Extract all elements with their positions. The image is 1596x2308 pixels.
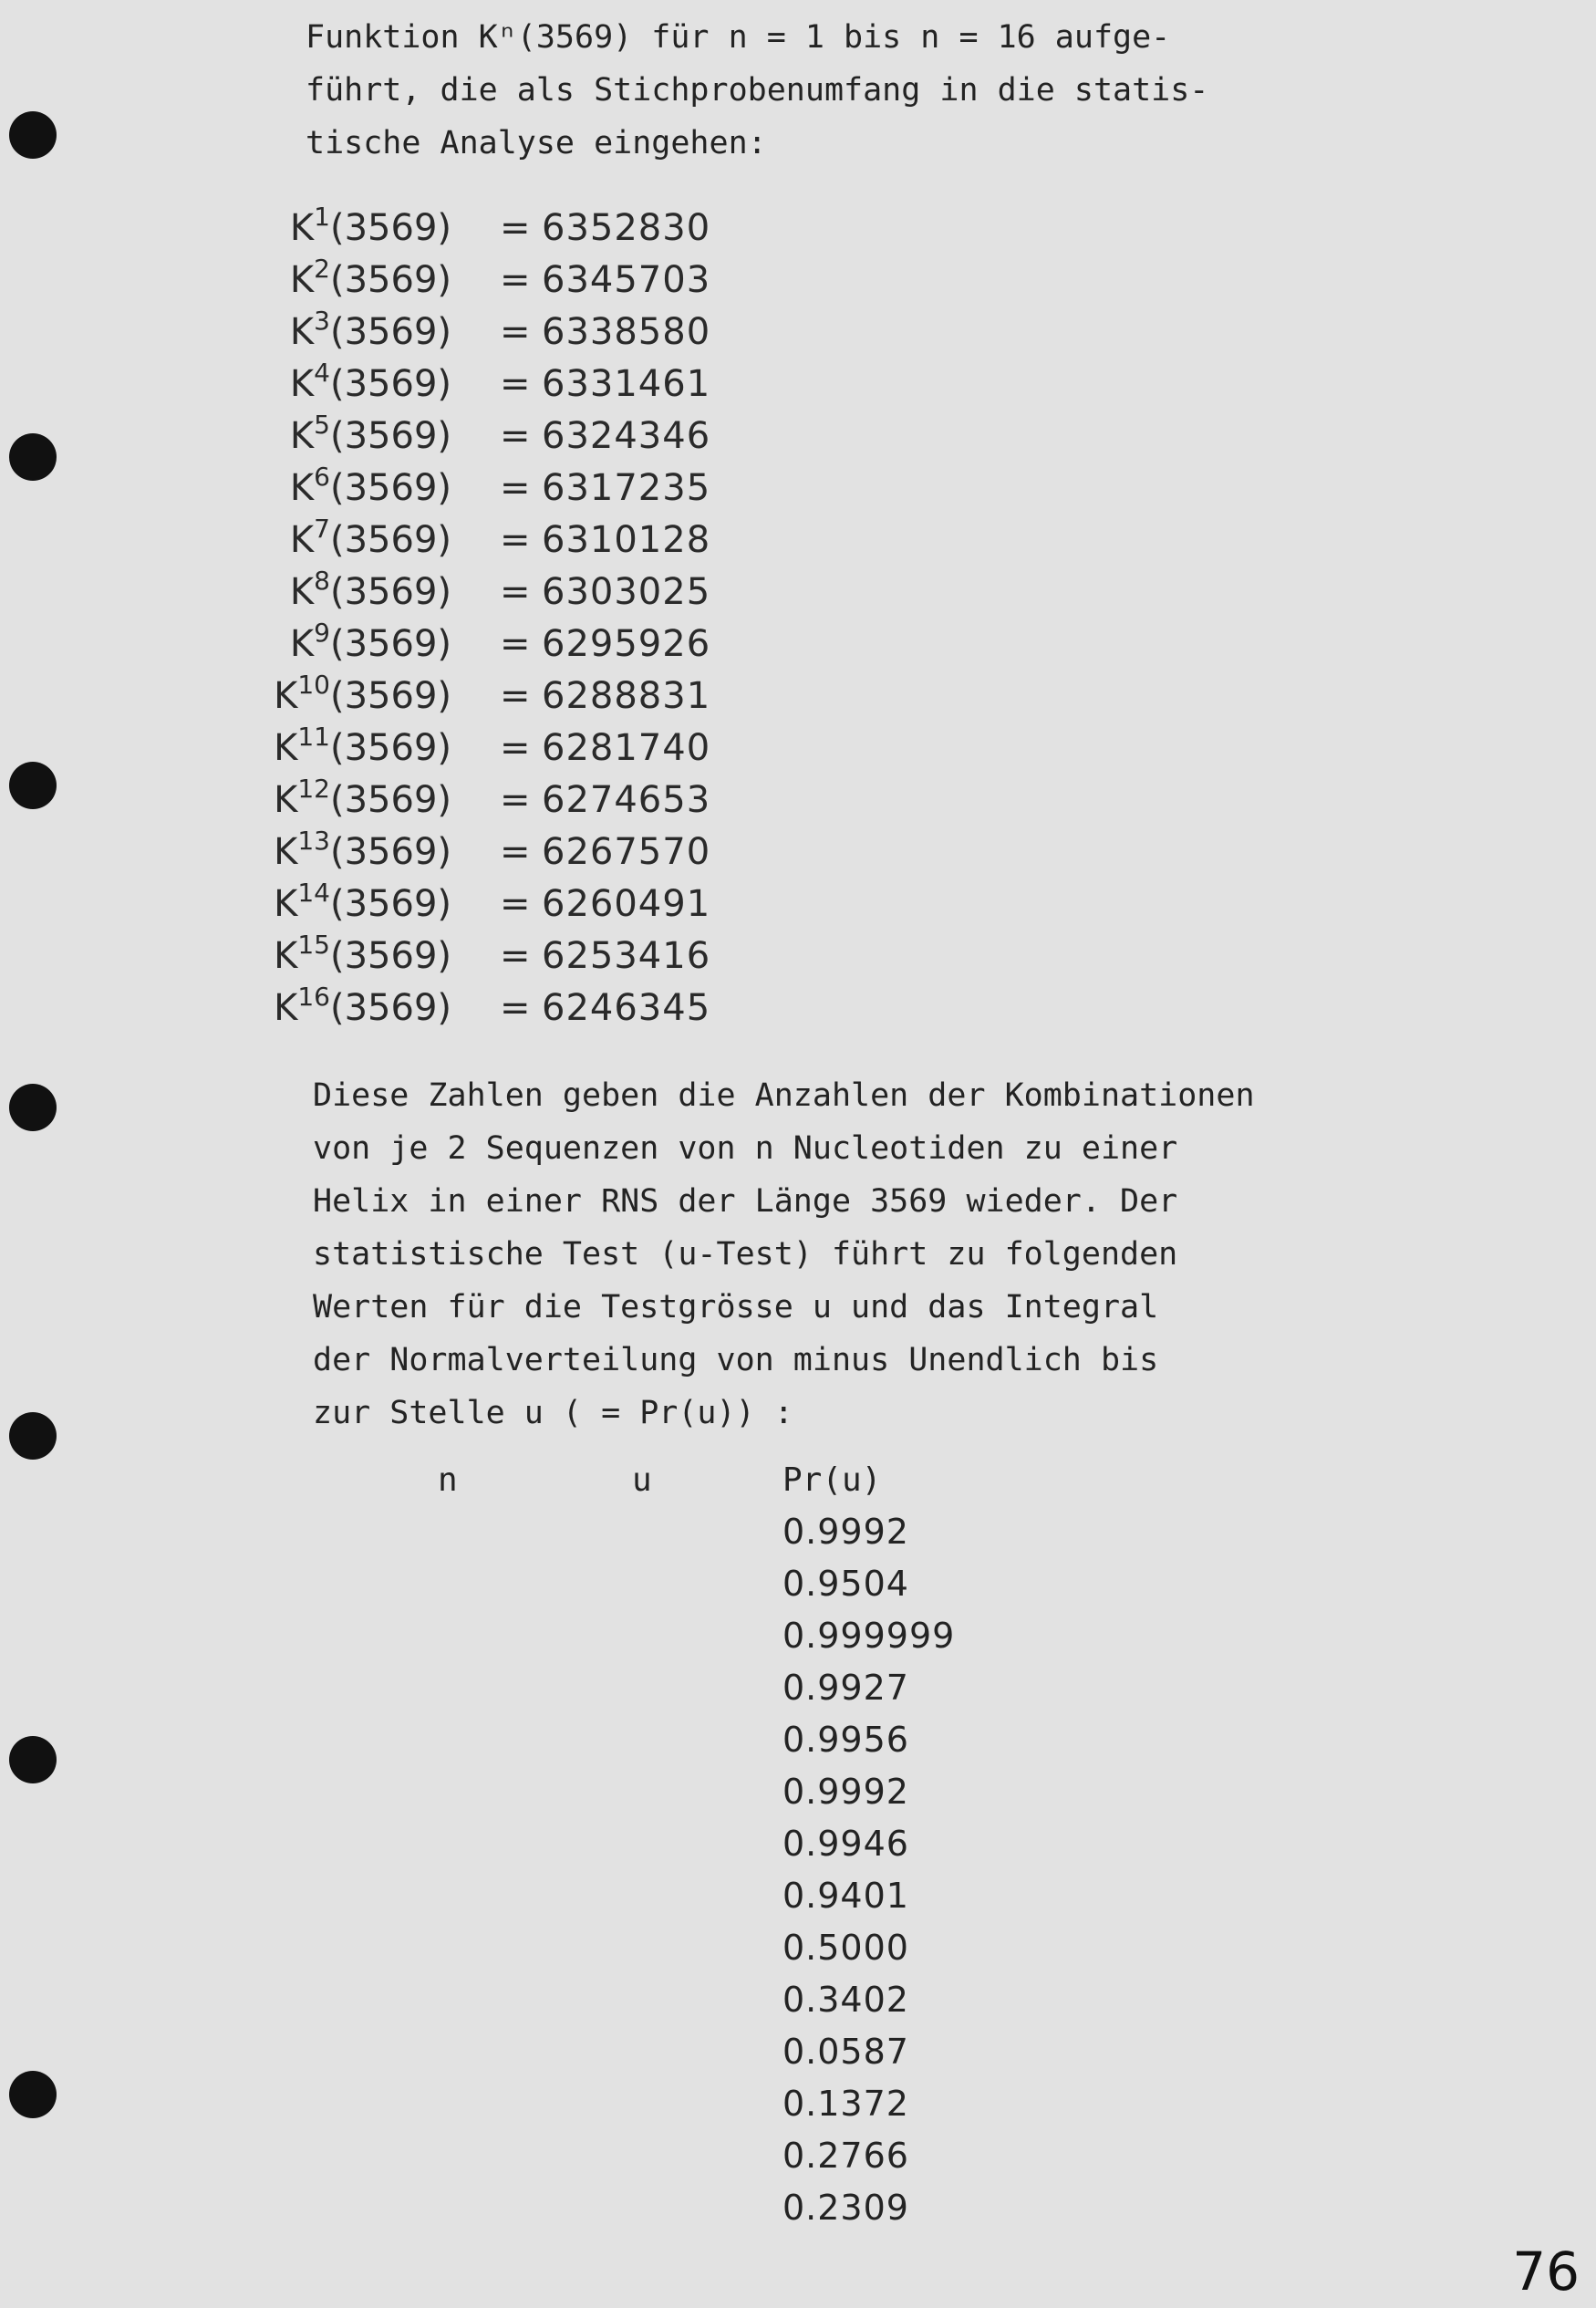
table-row <box>0 1714 1094 1766</box>
k-function: $K^1(3569)$ <box>289 202 451 249</box>
k-value: 6281740 <box>542 727 711 769</box>
equals-sign: = <box>500 987 531 1029</box>
k-function: $K^5(3569)$ <box>289 410 451 457</box>
k-function: $K^{16}(3569)$ <box>274 982 451 1029</box>
equals-sign: = <box>500 935 531 977</box>
k-value: 6317235 <box>542 467 711 509</box>
k-exponent: 6 <box>314 462 330 492</box>
k-exponent: 14 <box>297 878 330 908</box>
k-value-row <box>0 878 730 930</box>
equals-sign: = <box>500 727 531 769</box>
k-argument: (3569) <box>329 727 451 769</box>
paragraph-line: Diese Zahlen geben die Anzahlen der Kombinationen <box>313 1077 1255 1114</box>
equals-sign: = <box>500 311 531 353</box>
k-exponent: 5 <box>314 410 330 440</box>
k-function: $K^6(3569)$ <box>289 462 451 509</box>
cell-pr: 0.1372 <box>782 2084 909 2124</box>
cell-pr: 0.9401 <box>782 1876 909 1916</box>
paragraph-line: der Normalverteilung von minus Unendlich bis <box>313 1342 1159 1378</box>
table-row <box>0 2130 1094 2182</box>
k-value: 6310128 <box>542 519 711 561</box>
k-function: $K^{15}(3569)$ <box>274 930 451 977</box>
table-row <box>0 1610 1094 1662</box>
k-exponent: 9 <box>314 618 330 648</box>
k-value: 6352830 <box>542 207 711 249</box>
equals-sign: = <box>500 415 531 457</box>
k-value-row <box>0 827 730 878</box>
k-argument: (3569) <box>329 883 451 925</box>
cell-pr: 0.9927 <box>782 1668 909 1708</box>
k-argument: (3569) <box>329 311 451 353</box>
k-value: 6260491 <box>542 883 711 925</box>
table-header-row <box>0 1454 1094 1506</box>
k-exponent: 4 <box>314 358 330 388</box>
column-header-n: n <box>438 1461 458 1499</box>
k-argument: (3569) <box>329 831 451 873</box>
k-exponent: 8 <box>314 566 330 596</box>
k-value-row <box>0 982 730 1034</box>
table-row <box>0 1766 1094 1818</box>
table-row <box>0 1870 1094 1922</box>
k-function: $K^{14}(3569)$ <box>274 878 451 925</box>
k-argument: (3569) <box>329 987 451 1029</box>
k-function: $K^2(3569)$ <box>289 254 451 301</box>
table-row <box>0 2026 1094 2078</box>
k-function: $K^{11}(3569)$ <box>274 722 451 769</box>
column-header-u: u <box>632 1461 652 1499</box>
k-exponent: 10 <box>297 670 330 700</box>
equals-sign: = <box>500 259 531 301</box>
equals-sign: = <box>500 207 531 249</box>
k-value-row <box>0 359 730 411</box>
equals-sign: = <box>500 883 531 925</box>
k-exponent: 11 <box>297 722 330 752</box>
table-row <box>0 1818 1094 1870</box>
k-exponent: 15 <box>297 930 330 960</box>
cell-pr: 0.2766 <box>782 2136 909 2176</box>
k-value: 6288831 <box>542 675 711 717</box>
k-value-row <box>0 411 730 463</box>
k-argument: (3569) <box>329 935 451 977</box>
k-argument: (3569) <box>329 675 451 717</box>
k-exponent: 13 <box>297 826 330 856</box>
k-value: 6303025 <box>542 571 711 613</box>
k-function: $K^7(3569)$ <box>289 514 451 561</box>
k-value-row <box>0 307 730 359</box>
k-exponent: 3 <box>314 306 330 336</box>
k-argument: (3569) <box>329 467 451 509</box>
k-value: 6338580 <box>542 311 711 353</box>
k-argument: (3569) <box>329 415 451 457</box>
k-argument: (3569) <box>329 571 451 613</box>
table-row <box>0 2078 1094 2130</box>
k-function: $K^3(3569)$ <box>289 306 451 353</box>
cell-pr: 0.9504 <box>782 1564 909 1604</box>
k-value-row <box>0 203 730 255</box>
table-row <box>0 1662 1094 1714</box>
cell-pr: 0.9992 <box>782 1512 909 1552</box>
k-value-row <box>0 255 730 307</box>
equals-sign: = <box>500 467 531 509</box>
k-value-row <box>0 619 730 671</box>
k-value: 6345703 <box>542 259 711 301</box>
k-value: 6274653 <box>542 779 711 821</box>
cell-pr: 0.9956 <box>782 1720 909 1760</box>
equals-sign: = <box>500 675 531 717</box>
column-header-pr: Pr(u) <box>782 1461 882 1499</box>
cell-pr: 0.5000 <box>782 1928 909 1968</box>
k-argument: (3569) <box>329 363 451 405</box>
intro-line: Funktion Kⁿ(3569) für n = 1 bis n = 16 aufge- <box>306 19 1171 56</box>
cell-pr: 0.9946 <box>782 1824 909 1864</box>
k-argument: (3569) <box>329 623 451 665</box>
k-value: 6267570 <box>542 831 711 873</box>
k-value: 6246345 <box>542 987 711 1029</box>
binder-hole <box>9 1412 57 1460</box>
equals-sign: = <box>500 831 531 873</box>
paragraph-line: von je 2 Sequenzen von n Nucleotiden zu einer <box>313 1130 1178 1167</box>
k-value-row <box>0 567 730 619</box>
k-value: 6253416 <box>542 935 711 977</box>
k-function: $K^8(3569)$ <box>289 566 451 613</box>
cell-pr: 0.999999 <box>782 1616 956 1656</box>
paragraph-line: Helix in einer RNS der Länge 3569 wieder. Der <box>313 1183 1178 1220</box>
k-exponent: 16 <box>297 982 330 1012</box>
k-value-row <box>0 723 730 775</box>
table-row <box>0 2182 1094 2234</box>
equals-sign: = <box>500 519 531 561</box>
k-argument: (3569) <box>329 779 451 821</box>
paragraph-line: zur Stelle u ( = Pr(u)) : <box>313 1395 793 1431</box>
k-value: 6324346 <box>542 415 711 457</box>
cell-pr: 0.0587 <box>782 2032 909 2072</box>
k-function: $K^{13}(3569)$ <box>274 826 451 873</box>
equals-sign: = <box>500 623 531 665</box>
intro-line: führt, die als Stichprobenumfang in die statis- <box>306 72 1209 109</box>
k-value: 6331461 <box>542 363 711 405</box>
k-value-row <box>0 515 730 567</box>
k-function: $K^9(3569)$ <box>289 618 451 665</box>
k-function: $K^4(3569)$ <box>289 358 451 405</box>
k-value: 6295926 <box>542 623 711 665</box>
k-exponent: 12 <box>297 774 330 804</box>
paragraph-line: Werten für die Testgrösse u und das Integral <box>313 1289 1159 1326</box>
k-function: $K^{12}(3569)$ <box>274 774 451 821</box>
page-number: 76 <box>1512 2240 1580 2303</box>
table-row <box>0 1922 1094 1974</box>
k-values-list <box>0 203 730 1034</box>
k-argument: (3569) <box>329 519 451 561</box>
binder-hole <box>9 1084 57 1131</box>
binder-hole <box>9 111 57 159</box>
equals-sign: = <box>500 571 531 613</box>
k-value-row <box>0 930 730 982</box>
cell-pr: 0.3402 <box>782 1980 909 2020</box>
k-function: $K^{10}(3569)$ <box>274 670 451 717</box>
k-exponent: 2 <box>314 254 330 284</box>
intro-line: tische Analyse eingehen: <box>306 125 767 161</box>
k-argument: (3569) <box>329 207 451 249</box>
k-value-row <box>0 463 730 515</box>
k-exponent: 1 <box>314 202 330 232</box>
paragraph-line: statistische Test (u-Test) führt zu folgenden <box>313 1236 1178 1273</box>
k-argument: (3569) <box>329 259 451 301</box>
k-value-row <box>0 671 730 723</box>
cell-pr: 0.9992 <box>782 1772 909 1812</box>
k-value-row <box>0 775 730 827</box>
equals-sign: = <box>500 779 531 821</box>
cell-pr: 0.2309 <box>782 2188 909 2228</box>
table-row <box>0 1974 1094 2026</box>
k-exponent: 7 <box>314 514 330 544</box>
table-row <box>0 1558 1094 1610</box>
table-row <box>0 1506 1094 1558</box>
equals-sign: = <box>500 363 531 405</box>
